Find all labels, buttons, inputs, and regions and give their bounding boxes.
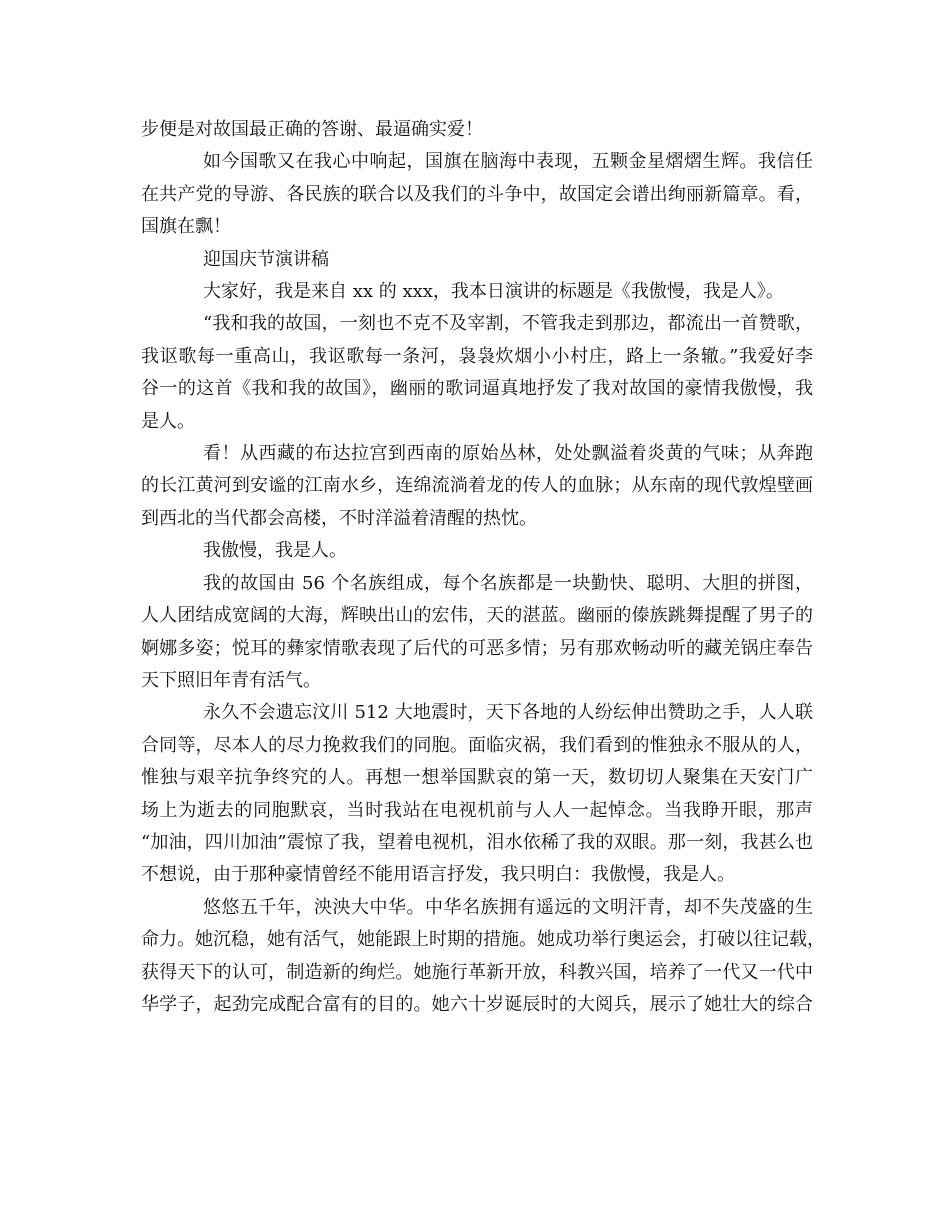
text-line: 到西北的当代都会高楼，不时洋溢着清醒的热忱。 [141, 507, 537, 529]
text-line: 合同等，尽本人的尽力挽救我们的同胞。面临灾祸，我们看到的惟独永不服从的人， [141, 734, 813, 756]
text-line: 国旗在飘！ [141, 216, 231, 238]
paragraph [141, 697, 813, 891]
paragraph [141, 568, 813, 698]
text-line: 悠悠五千年，泱泱大中华。中华名族拥有遥远的文明汗青，却不失茂盛的生 [203, 896, 813, 918]
text-line: 看！从西藏的布达拉宫到西南的原始丛林，处处飘溢着炎黄的气味；从奔跑 [203, 443, 813, 465]
text-line: 命力。她沉稳，她有活气，她能跟上时期的措施。她成功举行奥运会，打破以往记载， [141, 929, 825, 951]
text-line: “加油，四川加油”震惊了我，望着电视机，泪水依稀了我的双眼。那一刻，我甚么也 [141, 831, 813, 853]
text-line: 我傲慢，我是人。 [203, 540, 347, 562]
text-line: 我讴歌每一重高山，我讴歌每一条河，袅袅炊烟小小村庄，路上一条辙。”我爱好李 [141, 345, 813, 367]
text-line: “我和我的故国，一刻也不克不及宰割，不管我走到那边，都流出一首赞歌， [203, 313, 813, 335]
text-line: 获得天下的认可，制造新的绚烂。她施行革新开放，科教兴国，培养了一代又一代中 [141, 961, 813, 983]
paragraph [141, 535, 813, 567]
paragraph [141, 146, 813, 243]
text-line: 天下照旧年青有活气。 [141, 669, 321, 691]
text-line: 如今国歌又在我心中响起，国旗在脑海中表现，五颗金星熠熠生辉。我信任 [203, 151, 813, 173]
paragraph [141, 438, 813, 535]
paragraph [141, 276, 813, 308]
text-line: 我的故国由 56 个名族组成，每个名族都是一块勤快、聪明、大胆的拼图， [203, 572, 813, 594]
paragraph [141, 308, 813, 438]
text-line: 是人。 [141, 410, 195, 432]
text-line: 不想说，由于那种豪情曾经不能用语言抒发，我只明白：我傲慢，我是人。 [141, 864, 735, 886]
text-line: 华学子，起劲完成配合富有的目的。她六十岁诞辰时的大阅兵，展示了她壮大的综合 [141, 993, 813, 1015]
text-line: 迎国庆节演讲稿 [203, 248, 329, 270]
text-line: 步便是对故国最正确的答谢、最逼确实爱！ [141, 119, 483, 140]
paragraph [141, 114, 813, 146]
document-body [141, 114, 825, 1021]
text-line: 谷一的这首《我和我的故国》，幽丽的歌词逼真地抒发了我对故国的豪情我傲慢，我 [141, 378, 813, 400]
section-heading [141, 244, 813, 276]
paragraph [141, 892, 825, 1022]
text-line: 的长江黄河到安谧的江南水乡，连绵流淌着龙的传人的血脉；从东南的现代敦煌壁画 [141, 475, 813, 497]
text-line: 人人团结成宽阔的大海，辉映出山的宏伟，天的湛蓝。幽丽的傣族跳舞提醒了男子的 [141, 605, 813, 627]
text-line: 场上为逝去的同胞默哀，当时我站在电视机前与人人一起悼念。当我睁开眼，那声 [141, 799, 813, 821]
text-line: 大家好，我是来自 xx 的 xxx，我本日演讲的标题是《我傲慢，我是人》。 [203, 281, 784, 303]
text-line: 在共产党的导游、各民族的联合以及我们的斗争中，故国定会谱出绚丽新篇章。看， [141, 183, 813, 205]
text-line: 惟独与艰辛抗争终究的人。再想一想举国默哀的第一天，数切切人聚集在天安门广 [141, 767, 813, 789]
text-line: 永久不会遗忘汶川 512 大地震时，天下各地的人纷纭伸出赞助之手，人人联 [203, 702, 813, 724]
text-line: 婀娜多姿；悦耳的彝家情歌表现了后代的可恶多情；另有那欢畅动听的藏羌锅庄奉告 [141, 637, 813, 659]
